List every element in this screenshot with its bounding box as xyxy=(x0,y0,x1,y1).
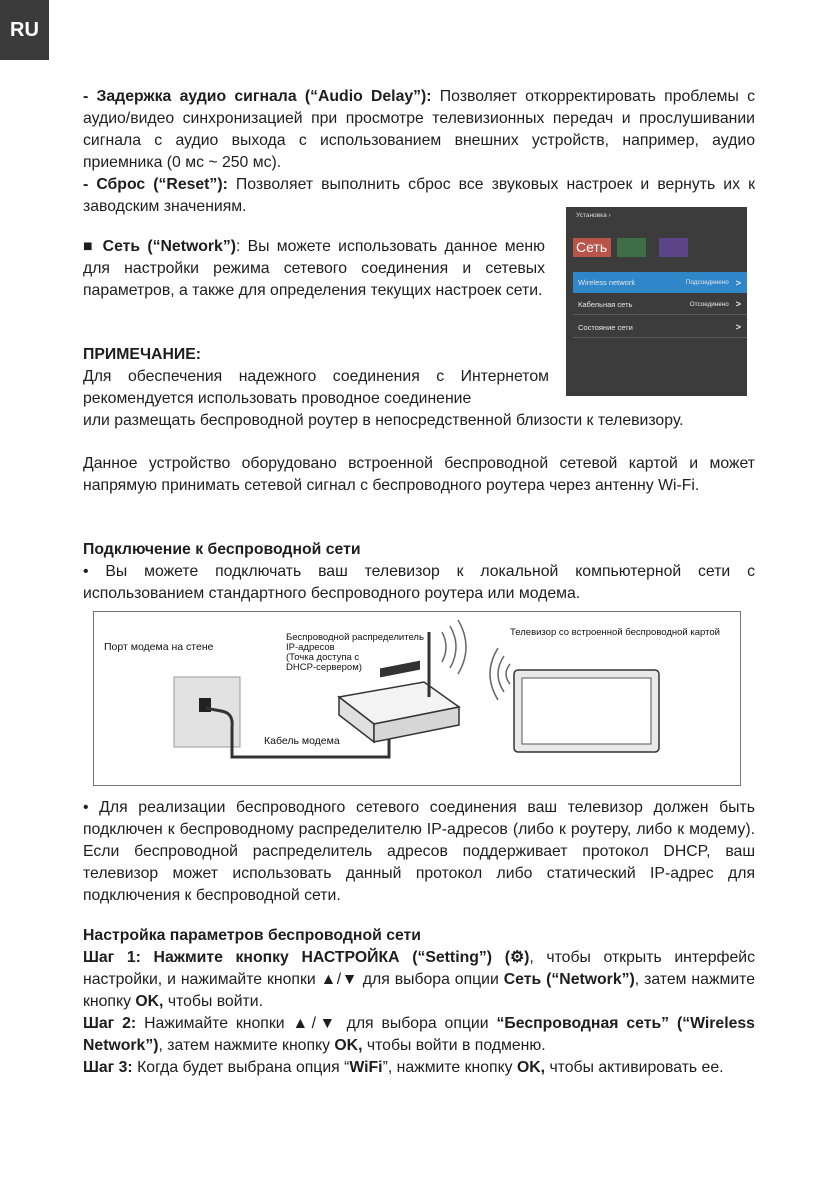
wireless-paragraph: • Вы можете подключать ваш телевизор к локальной компьютерной сети с использованием стандартного беспроводного роутера или модема. xyxy=(83,563,755,602)
router-label-2: IP-адресов xyxy=(286,642,335,653)
router-label-1: Беспроводной распределитель xyxy=(286,632,424,643)
router-label-3: (Точка доступа с xyxy=(286,652,360,663)
step-1-text-b: , затем нажмите кнопку xyxy=(83,971,755,1010)
reset-label: - Сброс (“Reset”): xyxy=(83,176,228,193)
network-label: Сеть (“Network”) xyxy=(102,238,236,255)
step-1-network: Сеть (“Network”) xyxy=(503,971,635,988)
step-1-text-c: чтобы войти. xyxy=(163,993,263,1010)
step-2-text-b: , затем нажмите кнопку xyxy=(158,1037,335,1054)
chevron-right-icon: > xyxy=(735,299,741,309)
tv-wave xyxy=(506,664,510,684)
menu-row-label: Состояние сети xyxy=(578,322,633,332)
chevron-right-icon: > xyxy=(735,277,741,288)
tv-label: Телевизор со встроенной беспроводной картой xyxy=(510,627,720,638)
router-wave xyxy=(458,620,466,674)
chevron-right-icon: > xyxy=(735,322,741,332)
step-3 xyxy=(83,1057,755,1079)
step-3-text: Когда будет выбрана опция “ xyxy=(132,1059,350,1076)
note-heading: ПРИМЕЧАНИЕ: xyxy=(83,346,202,363)
note-text-top: Для обеспечения надежного соединения с Интернетом рекомендуется использовать проводное соединение xyxy=(83,368,549,407)
menu-row-net-status[interactable] xyxy=(573,317,747,338)
reset-text: Позволяет выполнить сброс все звуковых настроек и вернуть их к заводским значениям. xyxy=(83,176,755,215)
tv-network-menu-screenshot xyxy=(566,207,747,396)
wall-port-label: Порт модема на стене xyxy=(104,641,214,653)
menu-row-status: Подсоединено xyxy=(685,279,729,286)
step-2-text: Нажимайте кнопки ▲/▼ для выбора опции xyxy=(136,1015,497,1032)
audio-delay-text: Позволяет откорректировать проблемы с аудио/видео синхронизацией при просмотре телевизионных передач и прослушивании сигнала с аудио выхода с использованием внешних устройств, например, аудио приемника (0 мс ~ 250 мс). xyxy=(83,88,755,171)
step-3-label: Шаг 3: xyxy=(83,1059,133,1076)
network-text: : Вы можете использовать данное меню для настройки режима сетевого соединения и сетевых параметров, а также для определения текущих настроек сети. xyxy=(83,238,546,299)
menu-row-cable[interactable] xyxy=(573,294,747,315)
square-bullet-icon: ■ xyxy=(83,238,103,255)
router-label-4: DHCP-сервером) xyxy=(286,662,362,673)
tv-wave xyxy=(490,648,498,700)
menu-breadcrumb: Установка › xyxy=(576,212,611,219)
step-1-text: , чтобы открыть интерфейс настройки, и нажимайте кнопки ▲/▼ для выбора опции xyxy=(83,949,756,988)
menu-row-status: Отсоединено xyxy=(689,300,729,308)
step-3-text-b: ”, нажмите кнопку xyxy=(382,1059,517,1076)
wifi-card-paragraph: Данное устройство оборудовано встроенной беспроводной сетевой картой и может напрямую принимать сетевой сигнал с беспроводного роутера через антенну Wi-Fi. xyxy=(83,455,755,494)
note-text xyxy=(83,410,755,432)
menu-row-label: Кабельная сеть xyxy=(578,299,633,309)
step-2-ok: OK, xyxy=(334,1037,363,1054)
tv-screen xyxy=(522,678,651,744)
audio-delay-label: - Задержка аудио сигнала (“Audio Delay”): xyxy=(83,88,432,105)
step-3-wifi: WiFi xyxy=(349,1059,383,1076)
tv-wave xyxy=(498,656,504,692)
step-1-ok: OK, xyxy=(135,993,164,1010)
note-text-tail: или размещать беспроводной роутер в непосредственной близости к телевизору. xyxy=(83,412,684,429)
setup-heading: Настройка параметров беспроводной сети xyxy=(83,927,421,944)
purple-tile xyxy=(659,238,688,257)
dhcp-paragraph: • Для реализации беспроводного сетевого соединения ваш телевизор должен быть подключен к беспроводному распределителю IP-адресов (либо к роутеру, либо к модему). Если беспроводной распределитель адресов поддерживает протокол DHCP, ваш телевизор может использовать данный протокол либо статический IP-адрес для подключения к беспроводной сети. xyxy=(83,799,755,904)
menu-row-label: Wireless network xyxy=(578,278,636,287)
step-1 xyxy=(83,947,755,1013)
wireless-heading: Подключение к беспроводной сети xyxy=(83,541,361,558)
gear-icon: (⚙) xyxy=(504,949,530,966)
cable-label: Кабель модема xyxy=(264,735,340,747)
step-2-text-c: чтобы войти в подменю. xyxy=(362,1037,546,1054)
step-2-label: Шаг 2: xyxy=(83,1015,137,1032)
language-tab: RU xyxy=(0,0,49,60)
network-diagram xyxy=(93,611,741,786)
network-paragraph xyxy=(83,236,545,302)
step-3-ok: OK, xyxy=(516,1059,546,1076)
audio-delay-paragraph xyxy=(83,86,755,174)
router-wave xyxy=(442,632,446,662)
menu-row-wireless[interactable] xyxy=(573,272,747,293)
step-2-wireless: “Беспроводная сеть” (“Wireless Network”) xyxy=(83,1015,755,1054)
network-tile: Сеть xyxy=(573,238,611,257)
step-1-label: Шаг 1: Нажмите кнопку НАСТРОЙКА (“Setting”) xyxy=(83,949,493,966)
router-wave xyxy=(450,626,456,668)
router-ports xyxy=(380,661,420,678)
step-3-text-c: чтобы активировать ее. xyxy=(545,1059,724,1076)
step-2 xyxy=(83,1013,755,1057)
green-tile xyxy=(617,238,646,257)
